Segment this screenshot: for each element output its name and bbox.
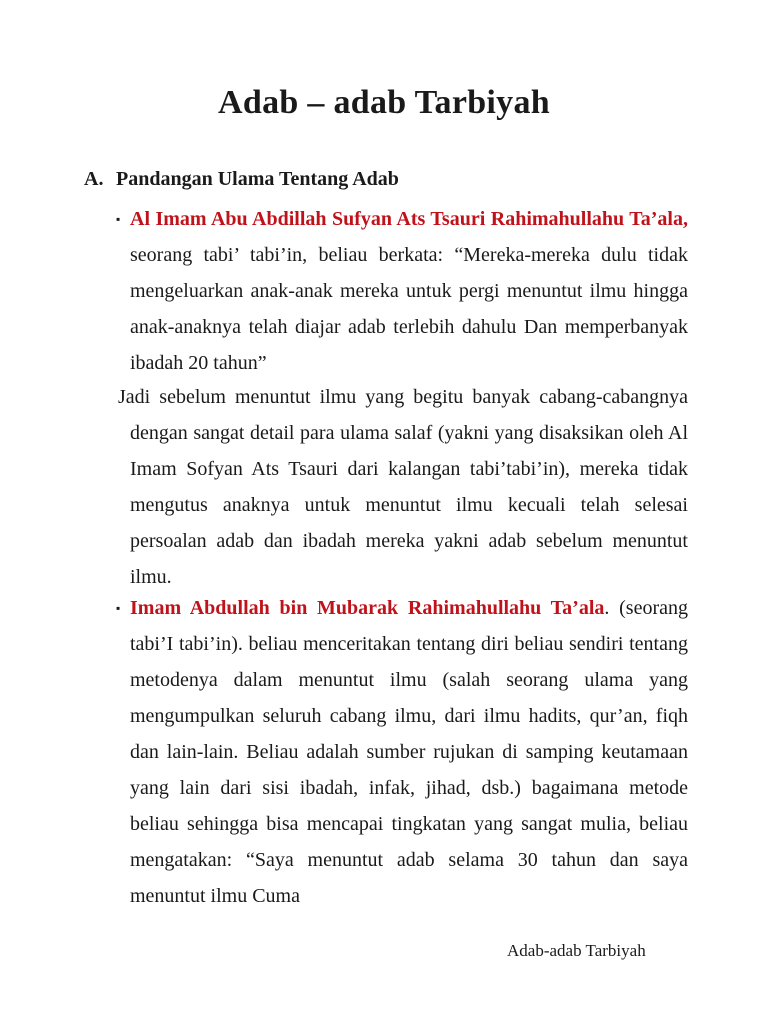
bullet-text-sufyan: seorang tabi’ tabi’in, beliau berkata: “Mereka-mereka dulu tidak mengeluarkan anak-anak mereka untuk pergi menuntut ilmu hingga anak-anaknya telah diajar adab terlebih dahulu Dan memperbanyak ibadah 20 tahun”	[130, 244, 688, 374]
scholar-name-mubarak: Imam Abdullah bin Mubarak Rahimahullahu Ta’ala	[130, 597, 605, 619]
bullet-item-sufyan	[116, 201, 688, 381]
square-bullet-icon: ▪	[116, 601, 121, 615]
bullet-item-mubarak	[116, 590, 688, 914]
bullet-text-mubarak: . (seorang tabi’I tabi’in). beliau menceritakan tentang diri beliau sendiri tentang metodenya dalam menuntut ilmu (salah seorang ulama yang mengumpulkan seluruh cabang ilmu, dari ilmu hadits, qur’an, fiqh dan lain-lain. Beliau adalah sumber rujukan di samping keutamaan yang lain dari sisi ibadah, infak, jihad, dsb.) bagaimana metode beliau sehingga bisa mencapai tingkatan yang sangat mulia, beliau mengatakan: “Saya menuntut adab selama 30 tahun dan saya menuntut ilmu Cuma	[130, 597, 688, 907]
body-paragraph-text: Jadi sebelum menuntut ilmu yang begitu banyak cabang-cabangnya dengan sangat detail para ulama salaf (yakni yang disaksikan oleh Al Imam Sofyan Ats Tsauri dari kalangan tabi’tabi’in), mereka tidak mengutus anaknya untuk menuntut ilmu kecuali telah selesai persoalan adab dan ibadah mereka yakni adab sebelum menuntut ilmu.	[118, 386, 688, 588]
square-bullet-icon: ▪	[116, 212, 121, 226]
page-footer: Adab-adab Tarbiyah	[507, 941, 646, 960]
scholar-name-sufyan: Al Imam Abu Abdillah Sufyan Ats Tsauri Rahimahullahu Ta’ala,	[130, 208, 688, 230]
page-title: Adab – adab Tarbiyah	[218, 84, 550, 121]
section-heading-text: Pandangan Ulama Tentang Adab	[116, 168, 399, 190]
section-letter: A.	[84, 168, 104, 190]
section-heading	[84, 168, 399, 191]
body-paragraph	[118, 379, 688, 595]
